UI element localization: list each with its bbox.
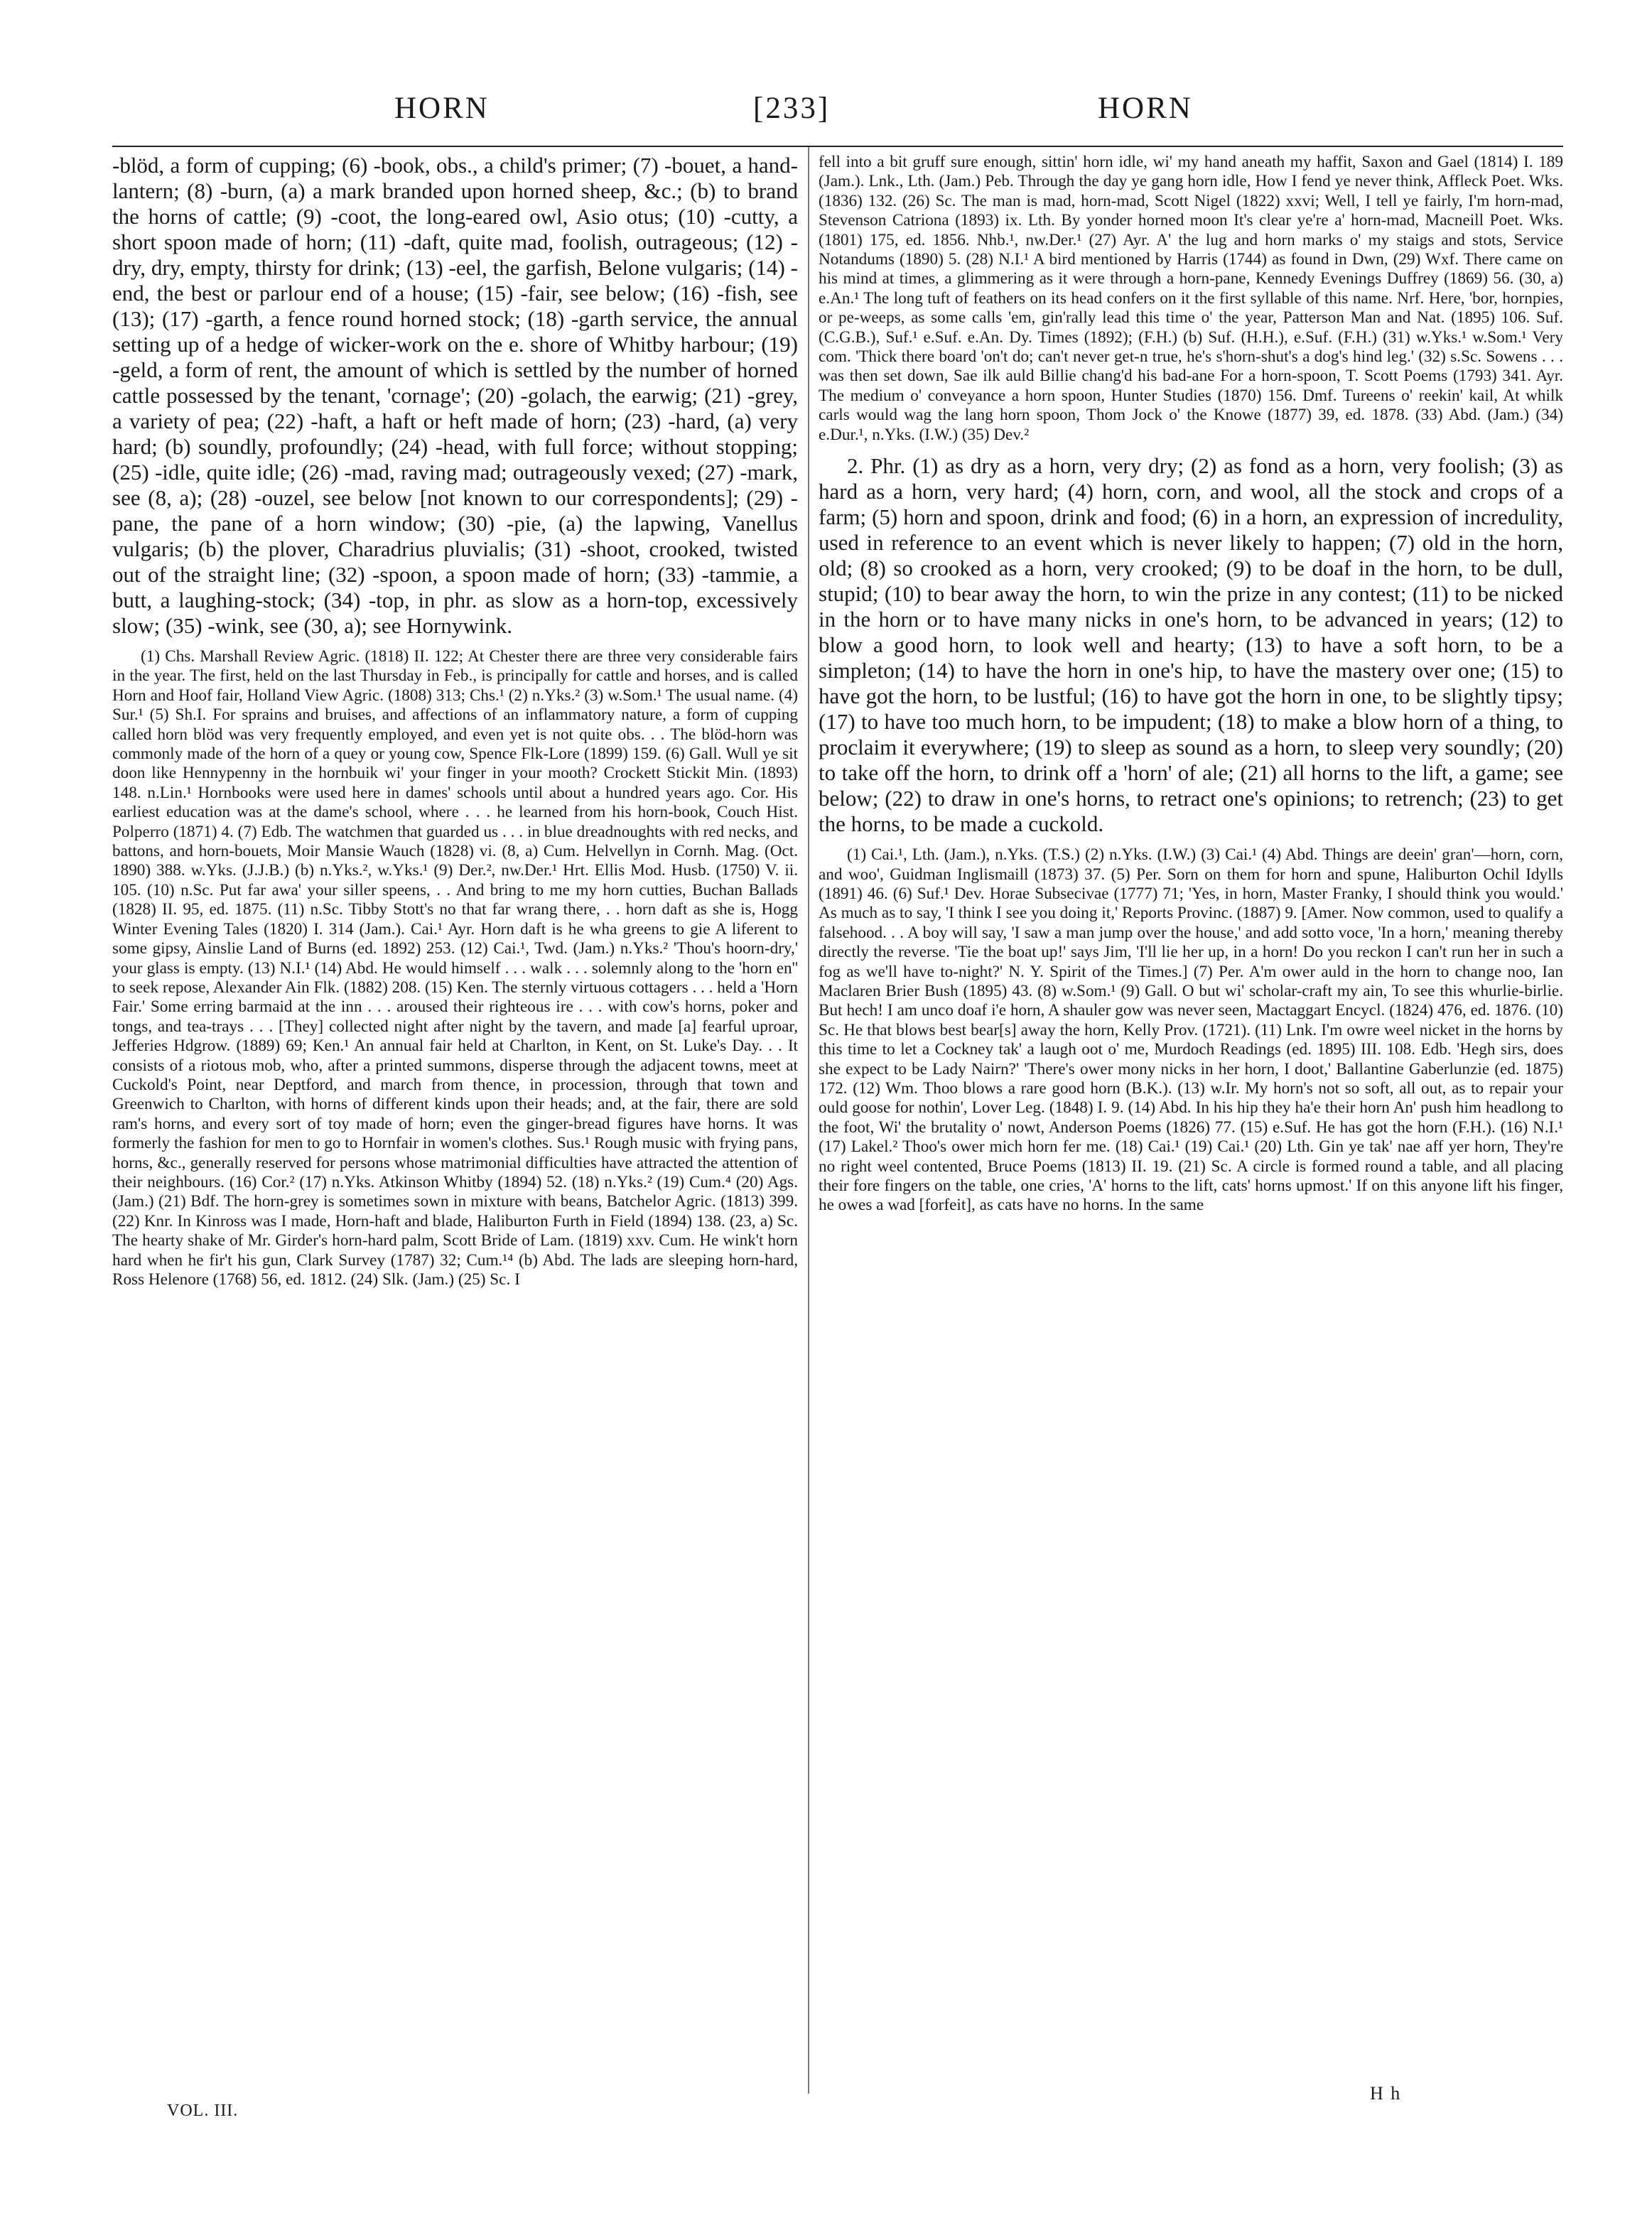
left-column [112,153,798,2114]
headword-right: HORN [1098,92,1193,125]
running-head [0,91,1652,134]
header-rule [112,146,1563,147]
phrase-quotations: (1) Cai.¹, Lth. (Jam.), n.Yks. (T.S.) (2) n.Yks. (I.W.) (3) Cai.¹ (4) Abd. Things are deein' gran'—horn, corn, and woo', Guidman Inglismaill (1873) 37. (5) Per. Sorn on them for horn and spune, Haliburton Ochil Idylls (1891) 46. (6) Suf.¹ Dev. Horae Subsecivae (1777) 71; 'Yes, in horn, Master Franky, I should think you would.' As much as to say, 'I think I see you doing it,' Reports Provinc. (1887) 9. [Amer. Now common, used to qualify a falsehood. . . A boy will say, 'I saw a man jump over the house,' and add sotto voce, 'In a horn,' meaning thereby directly the reverse. 'Tie the boat up!' says Jim, 'I'll lie her up, in a horn! Do you reckon I can't run her in such a fog as we'll have to-night?' N. Y. Spirit of the Times.] (7) Per. A'm ower auld in the horn to change noo, Ian Maclaren Brier Bush (1895) 43. (8) w.Som.¹ (9) Gall. O but wi' scholar-craft my ain, To see this whurlie-birlie. But hech! I am unco doaf i'e horn, A shauler gow was never seen, Mactaggart Encycl. (1824) 476, ed. 1876. (10) Sc. He that blows best bear[s] away the horn, Kelly Prov. (1721). (11) Lnk. I'm owre weel nicket in the horns by this time to let a Cockney tak' a laugh oot o' me, Murdoch Readings (ed. 1895) III. 108. Edb. 'Hegh sirs, does she expect to be Lady Nairn?' 'There's ower mony nicks in her horn, I doot,' Ballantine Gaberlunzie (ed. 1875) 172. (12) Wm. Thoo blows a rare good horn (B.K.). (13) w.Ir. My horn's not so soft, all out, as to repair your ould goose for nothin', Lover Leg. (1848) I. 9. (14) Abd. In his hip they ha'e their horn An' push him headlong to the foot, Wi' the brutality o' nowt, Anderson Poems (1826) 77. (15) e.Suf. He has got the horn (F.H.). (16) N.I.¹ (17) Lakel.² Thoo's ower mich horn fer me. (18) Cai.¹ (19) Cai.¹ (20) Lth. Gin ye tak' nae aff yer horn, They're no right weel contented, Bruce Poems (1813) II. 19. (21) Sc. A circle is formed round a table, and all placing their fore fingers on the table, one cries, 'A' horns to the lift, cats' horns upmost.' If on this anyone lift his finger, he owes a wad [forfeit], as cats have no horns. In the same [819,845,1563,1215]
column-divider [808,147,809,2094]
headword-left: HORN [394,92,490,125]
sense-quotations: (1) Chs. Marshall Review Agric. (1818) II. 122; At Chester there are three very considerable fairs in the year. The first, held on the last Thursday in Feb., is principally for cattle and horses, and is called Horn and Hoof fair, Holland View Agric. (1808) 313; Chs.¹ (2) n.Yks.² (3) w.Som.¹ The usual name. (4) Sur.¹ (5) Sh.I. For sprains and bruises, and affections of an inflammatory nature, a form of cupping called horn blöd was very frequently employed, and even yet is not quite obs. . . The blöd-horn was commonly made of the horn of a quey or young cow, Spence Flk-Lore (1899) 159. (6) Gall. Wull ye sit doon like Hennypenny in the hornbuik wi' your finger in your mooth? Crockett Stickit Min. (1893) 148. n.Lin.¹ Hornbooks were used here in dames' schools until about a hundred years ago. Cor. His earliest education was at the dame's school, where . . . he learned from his horn-book, Couch Hist. Polperro (1871) 4. (7) Edb. The watchmen that guarded us . . . in blue dreadnoughts with red necks, and battons, and horn-bouets, Moir Mansie Wauch (1828) vi. (8, a) Cum. Helvellyn in Cornh. Mag. (Oct. 1890) 388. w.Yks. (J.J.B.) (b) n.Yks.², w.Yks.¹ (9) Der.², nw.Der.¹ Hrt. Ellis Mod. Husb. (1750) V. ii. 105. (10) n.Sc. Put far awa' your siller speens, . . And bring to me my horn cutties, Buchan Ballads (1828) II. 95, ed. 1875. (11) n.Sc. Tibby Stott's no that far wrang there, . . horn daft as she is, Hogg Winter Evening Tales (1820) I. 314 (Jam.). Cai.¹ Ayr. Horn daft is he wha greens to gie A liferent to some gipsy, Ainslie Land of Burns (ed. 1892) 253. (12) Cai.¹, Twd. (Jam.) n.Yks.² 'Thou's hoorn-dry,' your glass is empty. (13) N.I.¹ (14) Abd. He would himself . . . walk . . . solemnly along to the 'horn en'' to seek repose, Alexander Ain Flk. (1882) 208. (15) Ken. The sternly virtuous cottagers . . . held a 'Horn Fair.' Some erring barmaid at the inn . . . aroused their righteous ire . . . with cow's horns, poker and tongs, and tea-trays . . . [They] collected night after night by the tavern, and made [a] fearful uproar, Jefferies Hdgrow. (1889) 69; Ken.¹ An annual fair held at Charlton, in Kent, on St. Luke's Day. . . It consists of a riotous mob, who, after a printed summons, disperse through the adjacent towns, meet at Cuckold's Point, near Deptford, and march from thence, in procession, through that town and Greenwich to Charlton, with horns of different kinds upon their heads; and, at the fair, there are sold ram's horns, and every sort of toy made of horn; even the ginger-bread figures have horns. It was formerly the fashion for men to go to Hornfair in women's clothes. Sus.¹ Rough music with frying pans, horns, &c., generally reserved for persons whose matrimonial difficulties have attracted the attention of their neighbours. (16) Cor.² (17) n.Yks. Atkinson Whitby (1894) 52. (18) n.Yks.² (19) Cum.⁴ (20) Ags. (Jam.) (21) Bdf. The horn-grey is sometimes sown in mixture with beans, Batchelor Agric. (1813) 399. (22) Knr. In Kinross was I made, Horn-haft and blade, Haliburton Furth in Field (1894) 138. (23, a) Sc. The hearty shake of Mr. Girder's horn-hard palm, Scott Bride of Lam. (1819) xxv. Cum. He wink't horn hard when he fir't his gun, Clark Survey (1787) 32; Cum.¹⁴ (b) Abd. The lads are sleeping horn-hard, Ross Helenore (1768) 56, ed. 1812. (24) Slk. (Jam.) (25) Sc. I [112,647,798,1289]
compound-senses: -blöd, a form of cupping; (6) -book, obs., a child's primer; (7) -bouet, a hand-lantern; (8) -burn, (a) a mark branded upon horned sheep, &c.; (b) to brand the horns of cattle; (9) -coot, the long-eared owl, Asio otus; (10) -cutty, a short spoon made of horn; (11) -daft, quite mad, foolish, outrageous; (12) -dry, dry, empty, thirsty for drink; (13) -eel, the garfish, Belone vulgaris; (14) -end, the best or parlour end of a house; (15) -fair, see below; (16) -fish, see (13); (17) -garth, a fence round horned stock; (18) -garth service, the annual setting up of a hedge of wicker-work on the e. shore of Whitby harbour; (19) -geld, a form of rent, the amount of which is settled by the number of horned cattle possessed by the tenant, 'cornage'; (20) -golach, the earwig; (21) -grey, a variety of pea; (22) -haft, a haft or heft made of horn; (23) -hard, (a) very hard; (b) soundly, profoundly; (24) -head, with full force; without stopping; (25) -idle, quite idle; (26) -mad, raving mad; outrageously vexed; (27) -mark, see (8, a); (28) -ouzel, see below [not known to our correspondents]; (29) -pane, the pane of a horn window; (30) -pie, (a) the lapwing, Vanellus vulgaris; (b) the plover, Charadrius pluvialis; (31) -shoot, crooked, twisted out of the straight line; (32) -spoon, a spoon made of horn; (33) -tammie, a butt, a laughing-stock; (34) -top, in phr. as slow as a horn-top, excessively slow; (35) -wink, see (30, a); see Hornywink. [112,153,798,638]
volume-label: VOL. III. [167,2102,239,2120]
page-number: [233] [753,92,831,125]
phrases-section: 2. Phr. (1) as dry as a horn, very dry; (2) as fond as a horn, very foolish; (3) as hard as a horn, very hard; (4) horn, corn, and wool, all the stock and crops of a farm; (5) horn and spoon, drink and food; (6) in a horn, an expression of incredulity, used in reference to an event which is never likely to happen; (7) old in the horn, old; (8) so crooked as a horn, very crooked; (9) to be doaf in the horn, to be dull, stupid; (10) to bear away the horn, to win the prize in any contest; (11) to be nicked in the horn or to have many nicks in one's horn, to be advanced in years; (12) to blow a good horn, to look well and hearty; (13) to have a soft horn, to be a simpleton; (14) to have the horn in one's hip, to have the mastery over one; (15) to have got the horn, to be lustful; (16) to have got the horn in one, to be slightly tipsy; (17) to have too much horn, to be impudent; (18) to make a blow horn of a thing, to proclaim it everywhere; (19) to sleep as sound as a horn, to sleep very soundly; (20) to take off the horn, to drink off a 'horn' of ale; (21) all horns to the lift, a game; see below; (22) to draw in one's horns, to retract one's opinions; to retrench; (23) to get the horns, to be made a cuckold. [819,453,1563,837]
signature-mark: H h [1370,2083,1402,2104]
right-column [819,153,1563,2035]
sense-quotations-continued: fell into a bit gruff sure enough, sittin' horn idle, wi' my hand aneath my haffit, Saxon and Gael (1814) I. 189 (Jam.). Lnk., Lth. (Jam.) Peb. Through the day ye gang horn idle, How I fend ye never think, Affleck Poet. Wks. (1836) 132. (26) Sc. The man is mad, horn-mad, Scott Nigel (1822) xxvi; Well, I tell ye fairly, I'm horn-mad, Stevenson Catriona (1893) ix. Lth. By yonder horned moon It's clear ye're a' horn-mad, Macneill Poet. Wks. (1801) 175, ed. 1856. Nhb.¹, nw.Der.¹ (27) Ayr. A' the lug and horn marks o' my staigs and stots, Service Notandums (1890) 5. (28) N.I.¹ A bird mentioned by Harris (1744) as found in Dwn, (29) Wxf. There came on his mind at times, a glimmering as it were through a horn-pane, Kennedy Evenings Duffrey (1869) 56. (30, a) e.An.¹ The long tuft of feathers on its head confers on it the first syllable of this name. Nrf. Here, 'bor, hornpies, or pe-weeps, as some calls 'em, gin'rally lead this time o' the year, Patterson Man and Nat. (1895) 106. Suf. (C.G.B.), Suf.¹ e.Suf. e.An. Dy. Times (1892); (F.H.) (b) Suf. (H.H.), e.Suf. (F.H.) (31) w.Yks.¹ w.Som.¹ Very com. 'Thick there board 'on't do; can't never get-n true, he's s'horn-shut's a dog's hind leg.' (32) s.Sc. Sowens . . . was then set down, Sae ilk auld Billie chang'd his bad-ane For a horn-spoon, T. Scott Poems (1793) 341. Ayr. The medium o' conveyance a horn spoon, Hunter Studies (1870) 156. Dmf. Tureens o' reekin' kail, At whilk carls would wag the lang horn spoon, Thom Jock o' the Knowe (1877) 39, ed. 1878. (33) Abd. (Jam.) (34) e.Dur.¹, n.Yks. (I.W.) (35) Dev.² [819,153,1563,444]
